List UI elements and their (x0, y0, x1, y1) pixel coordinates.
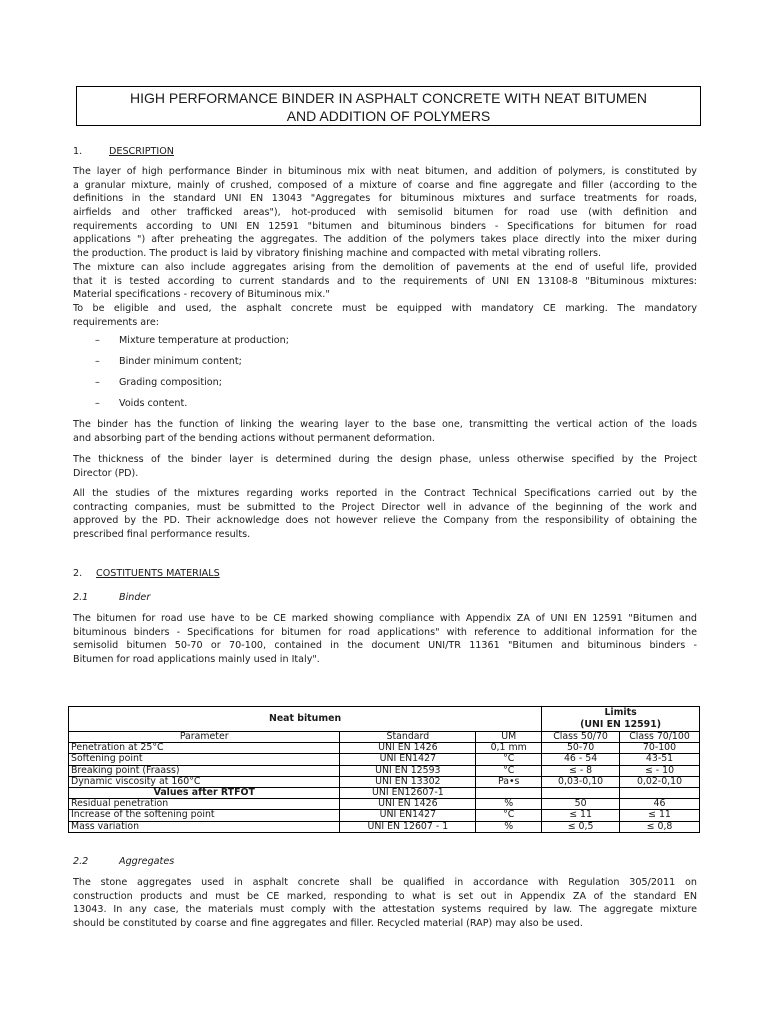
text-line: requirements are: (73, 316, 159, 328)
text-line: The mixture can also include aggregates arising from the demolition of pavements at the end of useful life, provided (73, 261, 697, 273)
text-line: and absorbing part of the bending actions without permanent deformation. (73, 432, 435, 444)
section-1-heading (73, 146, 174, 157)
text-line: The thickness of the binder layer is determined during the design phase, unless otherwise specified by the Project (73, 454, 697, 465)
table-row: Residual penetration UNI EN 1426 % 50 46 (69, 799, 700, 810)
table-column-headers (69, 732, 700, 743)
text-line: The stone aggregates used in asphalt concrete shall be qualified in accordance with Regulation 305/2011 on (73, 877, 697, 888)
text-line: bituminous binders - Specifications for bitumen for road applications" with reference to additional information for the (73, 626, 697, 638)
text-line: a granular mixture, mainly of crushed, composed of a mixture of coarse and fine aggregate and filler (according to the (73, 179, 697, 191)
column-header: Standard (340, 732, 476, 743)
subsection-number: 2.1 (73, 592, 89, 603)
text-line: Director (PD). (73, 467, 139, 479)
subsection-title: Aggregates (119, 856, 175, 867)
table-row: Breaking point (Fraass) UNI EN 12593 °C ≤ - 8 ≤ - 10 (69, 765, 700, 776)
subsection-2-1-heading (73, 592, 150, 603)
subsection-number: 2.2 (73, 856, 89, 867)
list-item: – Binder minimum content; (95, 356, 242, 367)
column-header: Class 50/70 (542, 732, 620, 743)
section-2-heading (73, 568, 220, 579)
rtfot-header-row: Values after RTFOT UNI EN12607-1 (69, 788, 700, 799)
text-line: construction products and must be CE marked, responding to what is set out in Appendix ZA of the standard EN (73, 890, 697, 902)
description-paragraph-1 (73, 165, 697, 329)
text-line: prescribed final performance results. (73, 529, 251, 541)
text-line: contracting companies, must be submitted to the Project Director well in advance of the beginning of the work and (73, 501, 697, 513)
subsection-2-2-heading (73, 856, 174, 867)
section-title: COSTITUENTS MATERIALS (96, 568, 220, 579)
text-line: 13043. In any case, the materials must comply with the attestation systems required by law. The aggregate mixture (73, 904, 697, 916)
text-line: The binder has the function of linking the wearing layer to the base one, transmitting the vertical action of the loads (73, 419, 697, 430)
column-header: Parameter (69, 732, 340, 743)
title-line-2: AND ADDITION OF POLYMERS (286, 108, 491, 124)
table-title-cell: Neat bitumen (69, 707, 542, 732)
text-line: that it is tested according to current standards and to the requirements of UNI EN 13108-8 "Bituminous mixtures: (73, 275, 697, 287)
text-line: Bitumen for road applications mainly used in Italy". (73, 654, 320, 666)
description-paragraph-3 (73, 453, 697, 480)
table-row: Increase of the softening point UNI EN1427 °C ≤ 11 ≤ 11 (69, 810, 700, 821)
text-line: definitions in the standard UNI EN 13043 "Aggregates for bituminous mixtures and surface treatments for roads, (73, 193, 697, 205)
document-title (76, 86, 701, 126)
text-line: All the studies of the mixtures regarding works reported in the Contract Technical Specifications carried out by the (73, 488, 697, 499)
text-line: To be eligible and used, the asphalt concrete must be equipped with mandatory CE marking. The mandatory (73, 302, 697, 314)
title-line-1: HIGH PERFORMANCE BINDER IN ASPHALT CONCRETE WITH NEAT BITUMEN (129, 90, 647, 106)
table-row: Softening point UNI EN1427 °C 46 - 54 43-51 (69, 754, 700, 765)
text-line: airfields and other trafficked areas"), hot-produced with semisolid bitumen for road use (with definition and (73, 207, 697, 219)
neat-bitumen-table (68, 706, 700, 833)
text-line: the production. The product is laid by vibratory finishing machine and compacted with metal vibrating rollers. (73, 248, 602, 260)
column-header: UM (476, 732, 542, 743)
text-line: applications ") after preheating the aggregates. The addition of the polymers takes place directly into the mixer during (73, 234, 697, 246)
aggregates-paragraph (73, 876, 697, 931)
text-line: The layer of high performance Binder in bituminous mix with neat bitumen, and addition of polymers, is constituted by (73, 166, 697, 177)
table-row: Penetration at 25°C UNI EN 1426 0,1 mm 50-70 70-100 (69, 743, 700, 754)
binder-paragraph (73, 612, 697, 667)
section-title: DESCRIPTION (109, 146, 174, 157)
limits-header-cell: Limits (UNI EN 12591) (542, 707, 700, 732)
description-paragraph-2 (73, 418, 697, 445)
column-header: Class 70/100 (620, 732, 700, 743)
list-item: – Grading composition; (95, 377, 222, 388)
table-header-row (69, 707, 700, 732)
text-line: approved by the PD. Their acknowledge does not however relieve the Company from the responsibility of obtaining the (73, 515, 697, 527)
list-item: – Mixture temperature at production; (95, 335, 289, 346)
section-number: 2. (73, 568, 83, 579)
text-line: semisolid bitumen 50-70 or 70-100, contained in the document UNI/TR 11361 "Bitumen and bituminous binders - (73, 640, 697, 652)
table-row: Dynamic viscosity at 160°C UNI EN 13302 Pa•s 0,03-0,10 0,02-0,10 (69, 776, 700, 787)
section-number: 1. (73, 146, 83, 157)
description-paragraph-4 (73, 487, 697, 542)
subsection-title: Binder (119, 592, 151, 603)
text-line: requirements according to UNI EN 12591 "bitumen and bituminous binders - Specifications for bitumen for road (73, 220, 697, 232)
table-row: Mass variation UNI EN 12607 - 1 % ≤ 0,5 ≤ 0,8 (69, 821, 700, 832)
text-line: should be constituted by coarse and fine aggregates and filler. Recycled material (RAP) may also be used. (73, 918, 583, 930)
text-line: Material specifications - recovery of Bituminous mix." (73, 289, 330, 301)
text-line: The bitumen for road use have to be CE marked showing compliance with Appendix ZA of UNI EN 12591 "Bitumen and (73, 613, 697, 624)
list-item: – Voids content. (95, 398, 188, 409)
